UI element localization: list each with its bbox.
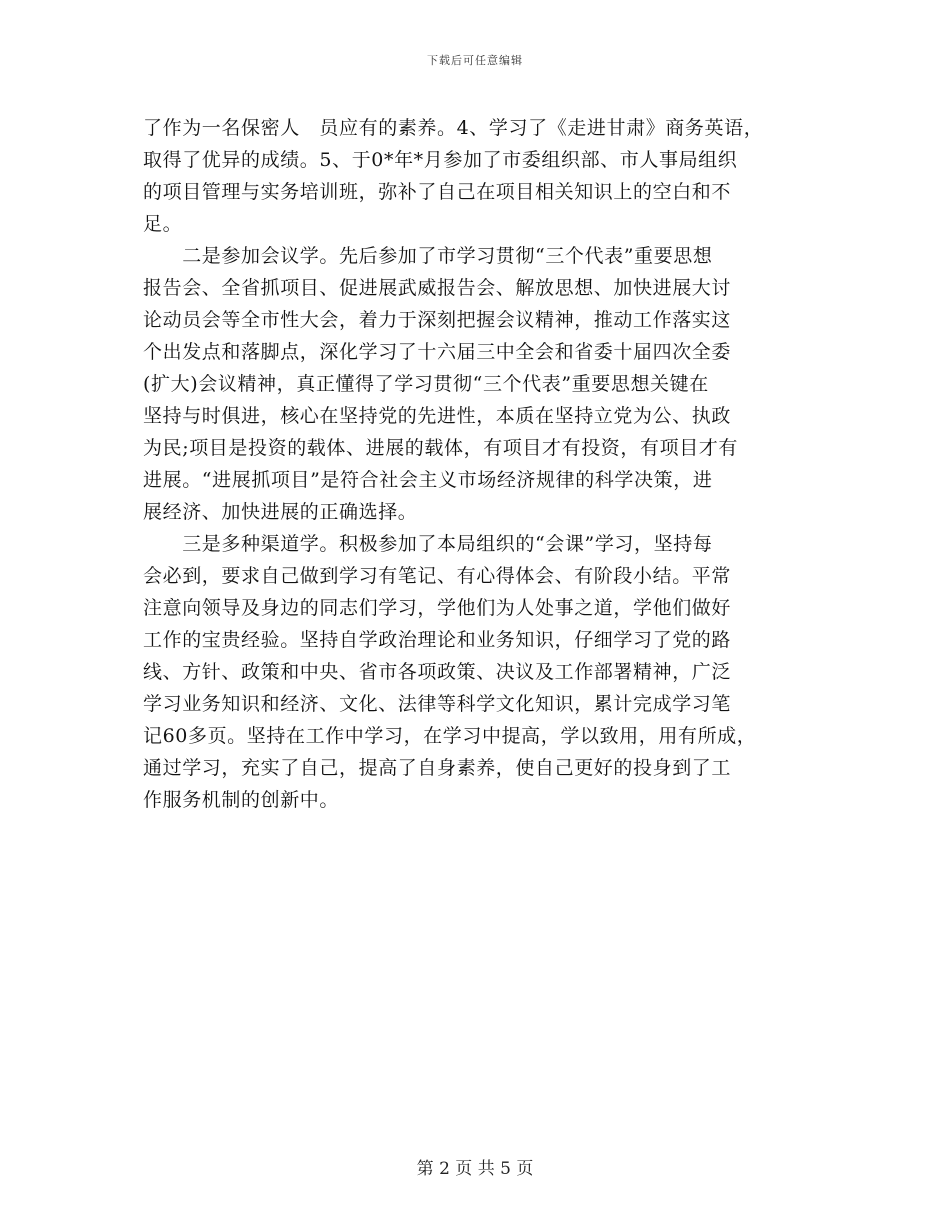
text-line: 取得了优异的成绩。5、于0*年*月参加了市委组织部、市人事局组织	[143, 149, 738, 171]
text-line: 二是参加会议学。先后参加了市学习贯彻“三个代表”重要思想	[143, 245, 713, 267]
text-line: 论动员会等全市性大会，着力于深刻把握会议精神，推动工作落实这	[143, 309, 732, 331]
text-line: 展经济、加快进展的正确选择。	[143, 501, 418, 523]
text-line: 报告会、全省抓项目、促进展武威报告会、解放思想、加快进展大讨	[143, 277, 732, 299]
page-number-footer: 第 2 页 共 5 页	[416, 1159, 534, 1179]
page-header: 下载后可任意编辑	[427, 54, 523, 67]
text-line: 作服务机制的创新中。	[143, 789, 340, 811]
text-line: 坚持与时俱进，核心在坚持党的先进性，本质在坚持立党为公、执政	[143, 405, 732, 427]
text-line: 会必到，要求自己做到学习有笔记、有心得体会、有阶段小结。平常	[143, 565, 732, 587]
text-line: 了作为一名保密人 员应有的素养。4、学习了《走进甘肃》商务英语，	[143, 117, 764, 139]
text-line: 学习业务知识和经济、文化、法律等科学文化知识，累计完成学习笔	[143, 693, 732, 715]
text-line: 进展。“进展抓项目”是符合社会主义市场经济规律的科学决策，进	[143, 469, 713, 491]
text-line: 工作的宝贵经验。坚持自学政治理论和业务知识，仔细学习了党的路	[143, 629, 732, 651]
text-line: 个出发点和落脚点，深化学习了十六届三中全会和省委十届四次全委	[143, 341, 732, 363]
text-line: 记60多页。坚持在工作中学习，在学习中提高，学以致用，用有所成，	[143, 725, 757, 747]
text-line: 通过学习，充实了自己，提高了自身素养，使自己更好的投身到了工	[143, 757, 732, 779]
text-line: 为民;项目是投资的载体、进展的载体，有项目才有投资，有项目才有	[143, 437, 739, 459]
document-body	[143, 112, 805, 816]
text-line: 三是多种渠道学。积极参加了本局组织的“会课”学习，坚持每	[143, 533, 713, 555]
text-line: 足。	[143, 213, 183, 235]
text-line: (扩大)会议精神，真正懂得了学习贯彻“三个代表”重要思想关键在	[143, 373, 709, 395]
text-line: 线、方针、政策和中央、省市各项政策、决议及工作部署精神，广泛	[143, 661, 732, 683]
text-line: 注意向领导及身边的同志们学习，学他们为人处事之道，学他们做好	[143, 597, 732, 619]
text-line: 的项目管理与实务培训班，弥补了自己在项目相关知识上的空白和不	[143, 181, 732, 203]
